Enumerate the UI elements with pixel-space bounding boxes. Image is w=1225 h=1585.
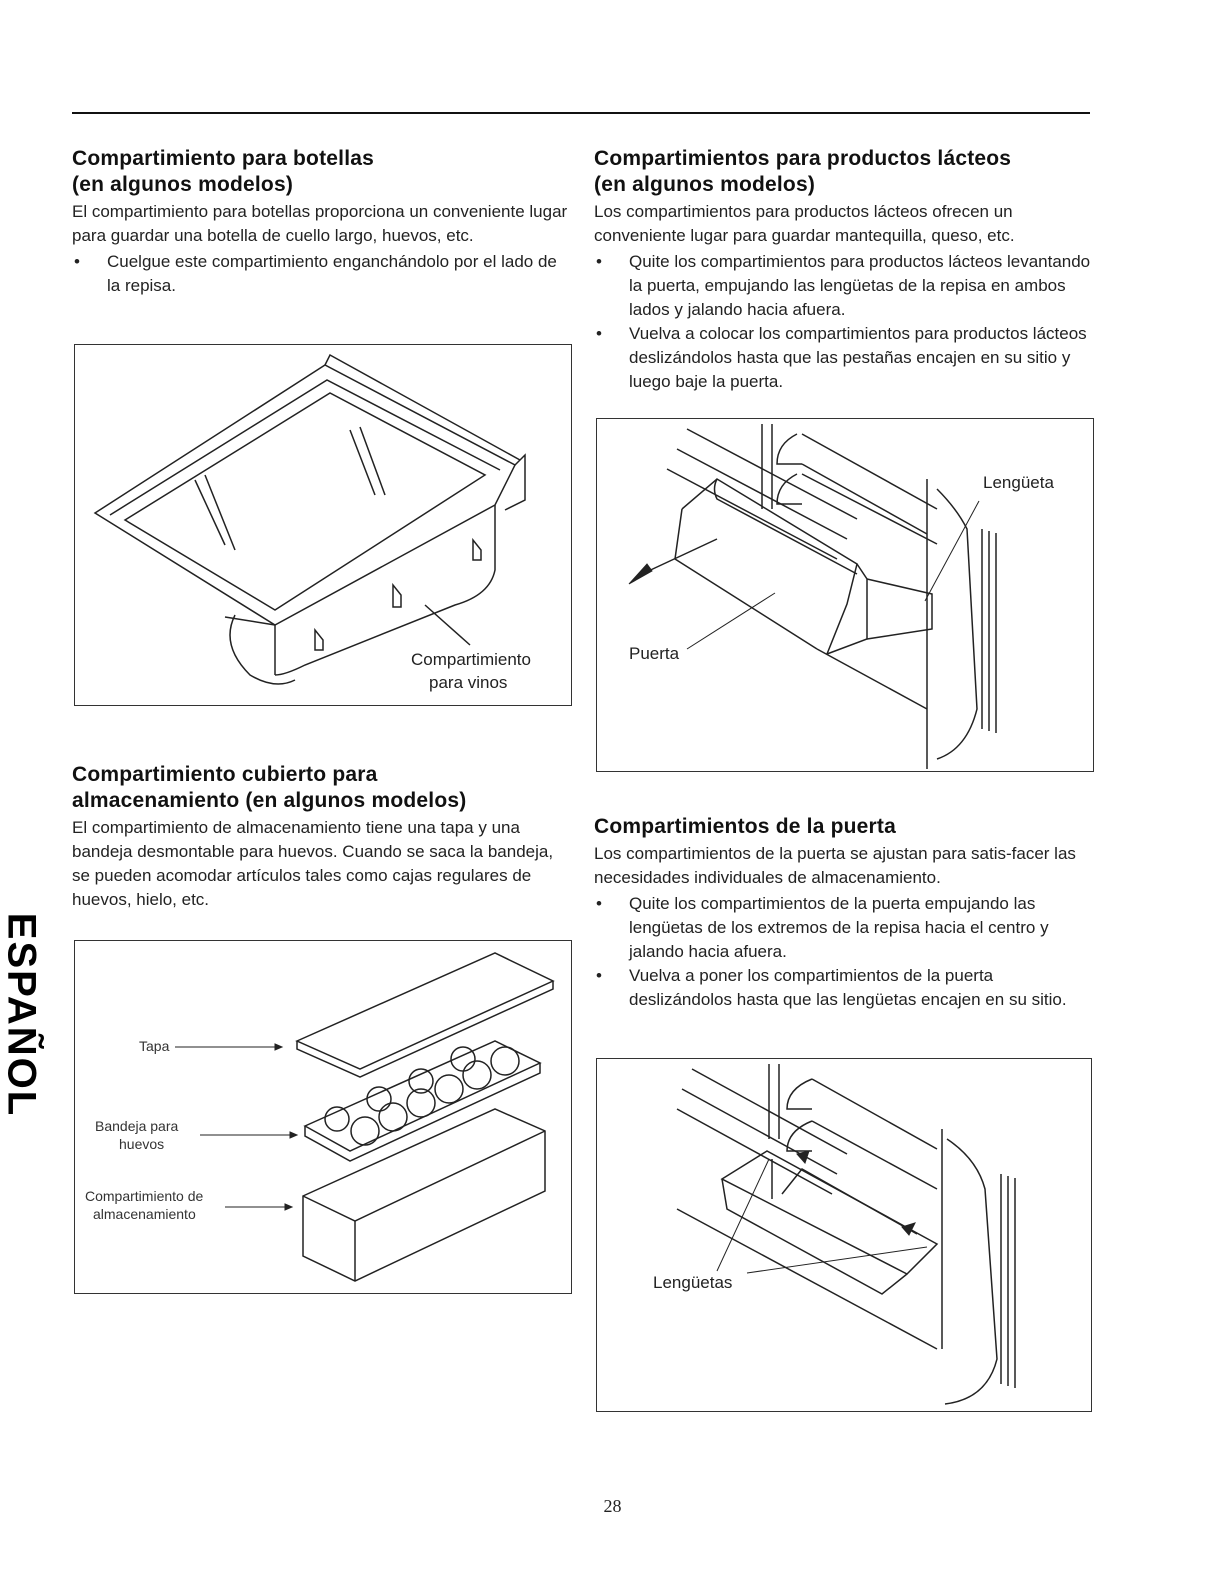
covered-storage-drawing [75,941,571,1293]
section-body: Los compartimientos para productos lácteos ofrecen un conveniente lugar para guardar mantequilla, queso, etc. [594,202,1015,245]
bullet-list [72,250,572,298]
figure-dairy-compartment [596,418,1094,772]
page-number: 28 [603,1496,622,1516]
title-line-2: almacenamiento (en algunos modelos) [72,789,467,812]
figure-door-bins [596,1058,1092,1412]
section-title [72,762,572,814]
list-item: • Vuelva a colocar los compartimientos para productos lácteos deslizándolos hasta que las pestañas encajen en su sitio y luego baje la puerta. [594,322,1094,394]
section-bottles [72,146,572,298]
door-bins-drawing [597,1059,1091,1411]
figure-label: Compartimiento [411,650,531,669]
section-title [72,146,572,198]
section-title [594,146,1094,198]
bullet-list [594,250,1094,394]
dairy-compartment-drawing [597,419,1093,771]
list-item: • Quite los compartimientos de la puerta empujando las lengüetas de los extremos de la repisa hacia el centro y jalando hacia afuera. [594,892,1094,964]
label-door: Puerta [629,644,680,663]
label-egg-tray: huevos [119,1136,165,1152]
title-line-2: (en algunos modelos) [72,173,294,196]
side-tab-text: ESPAÑOL [0,912,44,1118]
section-title: Compartimientos de la puerta [594,815,896,838]
list-item: • Cuelgue este compartimiento enganchándolo por el lado de la repisa. [72,250,572,298]
section-dairy [594,146,1094,394]
label-lid: Tapa [139,1038,170,1054]
title-line-2: (en algunos modelos) [594,173,816,196]
list-item: • Vuelva a poner los compartimientos de la puerta deslizándolos hasta que las lengüetas encajen en su sitio. [594,964,1094,1012]
label-egg-tray: Bandeja para [95,1118,179,1134]
bullet-list [594,892,1094,1012]
title-line-1: Compartimientos para productos lácteos [594,147,1012,170]
section-body: El compartimiento de almacenamiento tiene una tapa y una bandeja desmontable para huevos. Cuando se saca la bandeja, se pueden acomodar artículos tales como cajas regulares de huevos, hielo, etc. [72,818,554,909]
title-line-1: Compartimiento cubierto para [72,763,378,786]
figure-label: para vinos [429,673,508,692]
figure-bottle-compartment [74,344,572,706]
section-door-bins [594,814,1094,1012]
label-storage: almacenamiento [93,1206,196,1222]
label-storage: Compartimiento de [85,1188,204,1204]
label-tabs: Lengüetas [653,1273,733,1292]
title-line-1: Compartimiento para botellas [72,147,374,170]
list-item: • Quite los compartimientos para productos lácteos levantando la puerta, empujando las lengüetas de la repisa en ambos lados y jalando hacia afuera. [594,250,1094,322]
section-covered-storage [72,762,572,912]
figure-covered-storage [74,940,572,1294]
section-body: El compartimiento para botellas proporciona un conveniente lugar para guardar una botella de cuello largo, huevos, etc. [72,202,568,245]
label-tab: Lengüeta [983,473,1054,492]
header-rule [72,112,1090,114]
language-side-tab [0,895,42,1135]
section-body: Los compartimientos de la puerta se ajustan para satis-facer las necesidades individuales de almacenamiento. [594,844,1076,887]
